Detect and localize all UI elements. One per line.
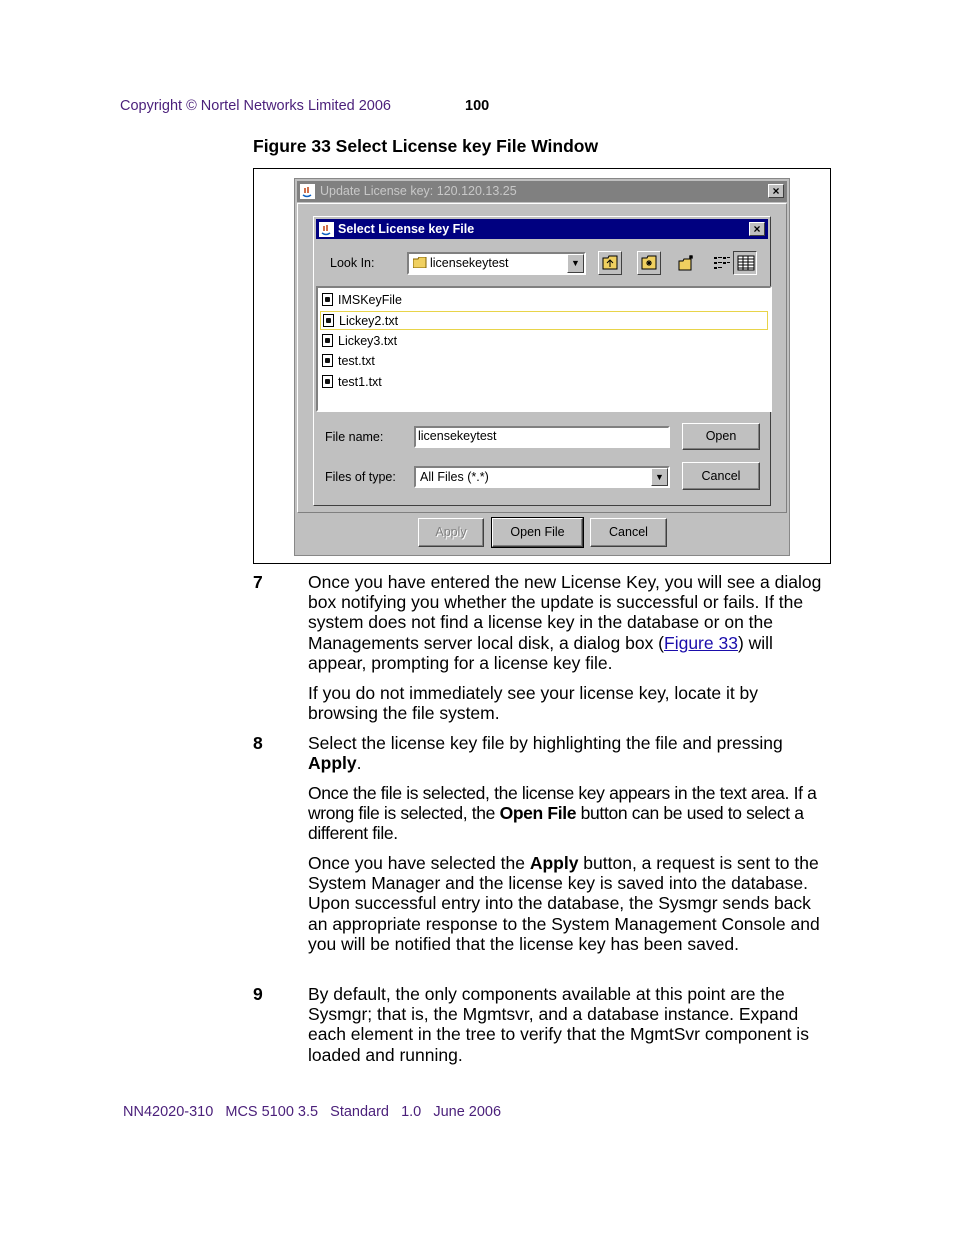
look-in-combo[interactable] [407,252,586,275]
page-number: 100 [465,98,490,114]
step-paragraph: Once you have entered the new License Key, you will see a dialog box notifying you whether the update is successful or fails. If the system does not find a license key in the database or on the Managements server local disk, a dialog box (Figure 33) will appear, prompting for a license key file. [308,572,822,673]
step-paragraph: Select the license key file by highlighting the file and pressing Apply. [308,733,783,774]
figure-link[interactable]: Figure 33 [664,632,738,653]
home-folder-icon [641,255,658,271]
open-file-button[interactable]: Open File [492,518,583,547]
new-folder-icon [678,255,695,271]
open-button[interactable]: Open [682,423,760,450]
step-number: 8 [253,733,263,753]
dialog-title: Select License key File [338,222,475,236]
file-name-field[interactable]: licensekeytest [414,426,670,448]
step-number: 9 [253,984,263,1004]
look-in-label: Look In: [330,256,375,270]
close-icon[interactable]: × [749,222,765,236]
details-view-icon [737,255,755,271]
figure-caption: Figure 33 Select License key File Window [253,136,599,156]
chevron-down-icon[interactable]: ▼ [567,254,584,273]
home-folder-button[interactable] [637,251,661,275]
list-view-button[interactable] [709,251,733,275]
up-folder-icon [602,255,619,271]
file-list[interactable] [316,286,772,412]
list-item[interactable]: IMSKeyFile [322,291,402,310]
java-cup-icon [319,222,334,237]
list-item[interactable]: test1.txt [322,373,382,392]
step-paragraph: By default, the only components available at this point are the Sysmgr; that is, the Mgmtsvr, and a database instance. Expand each element in the tree to verify that the MgmtSvr component is loaded and running. [308,984,809,1065]
file-icon [322,334,333,347]
java-cup-icon [300,184,315,199]
step-paragraph: Once the file is selected, the license key appears in the text area. If a wrong file is selected, the Open File button can be used to select a different file. [308,783,817,844]
outer-titlebar [297,181,787,202]
dialog-cancel-button[interactable]: Cancel [682,462,760,490]
files-of-type-value: All Files (*.*) [420,470,489,484]
file-icon [322,293,333,306]
list-item[interactable]: test.txt [322,352,375,371]
list-item[interactable]: Lickey3.txt [322,332,397,351]
close-icon[interactable]: × [768,184,784,198]
details-view-button[interactable] [733,251,757,275]
file-icon [323,314,334,327]
chevron-down-icon[interactable]: ▼ [651,468,668,486]
file-name-label: File name: [325,430,384,444]
step-paragraph: If you do not immediately see your license key, locate it by browsing the file system. [308,683,759,724]
outer-cancel-button[interactable]: Cancel [590,518,667,547]
files-of-type-label: Files of type: [325,470,396,484]
copyright-header: Copyright © Nortel Networks Limited 2006 [120,98,391,114]
new-folder-button[interactable] [674,251,698,275]
file-icon [322,354,333,367]
folder-icon [413,257,427,268]
look-in-value: licensekeytest [430,256,509,270]
files-of-type-combo[interactable] [414,466,670,488]
step-number: 7 [253,572,263,592]
up-folder-button[interactable] [598,251,622,275]
dialog-titlebar [316,219,768,239]
step-paragraph: Once you have selected the Apply button, a request is sent to the System Manager and the license key is saved into the database. Upon successful entry into the database, the Sysmgr sends back an appropriate response to the System Management Console and you will be notified that the license key has been saved. [308,853,820,954]
outer-title: Update License key: 120.120.13.25 [320,184,517,198]
apply-button[interactable]: Apply [418,518,484,547]
file-icon [322,375,333,388]
list-view-icon [713,255,731,271]
page-footer: NN42020-310 MCS 5100 3.5 Standard 1.0 June 2006 [123,1104,502,1120]
list-item-selected[interactable]: Lickey2.txt [320,311,768,330]
